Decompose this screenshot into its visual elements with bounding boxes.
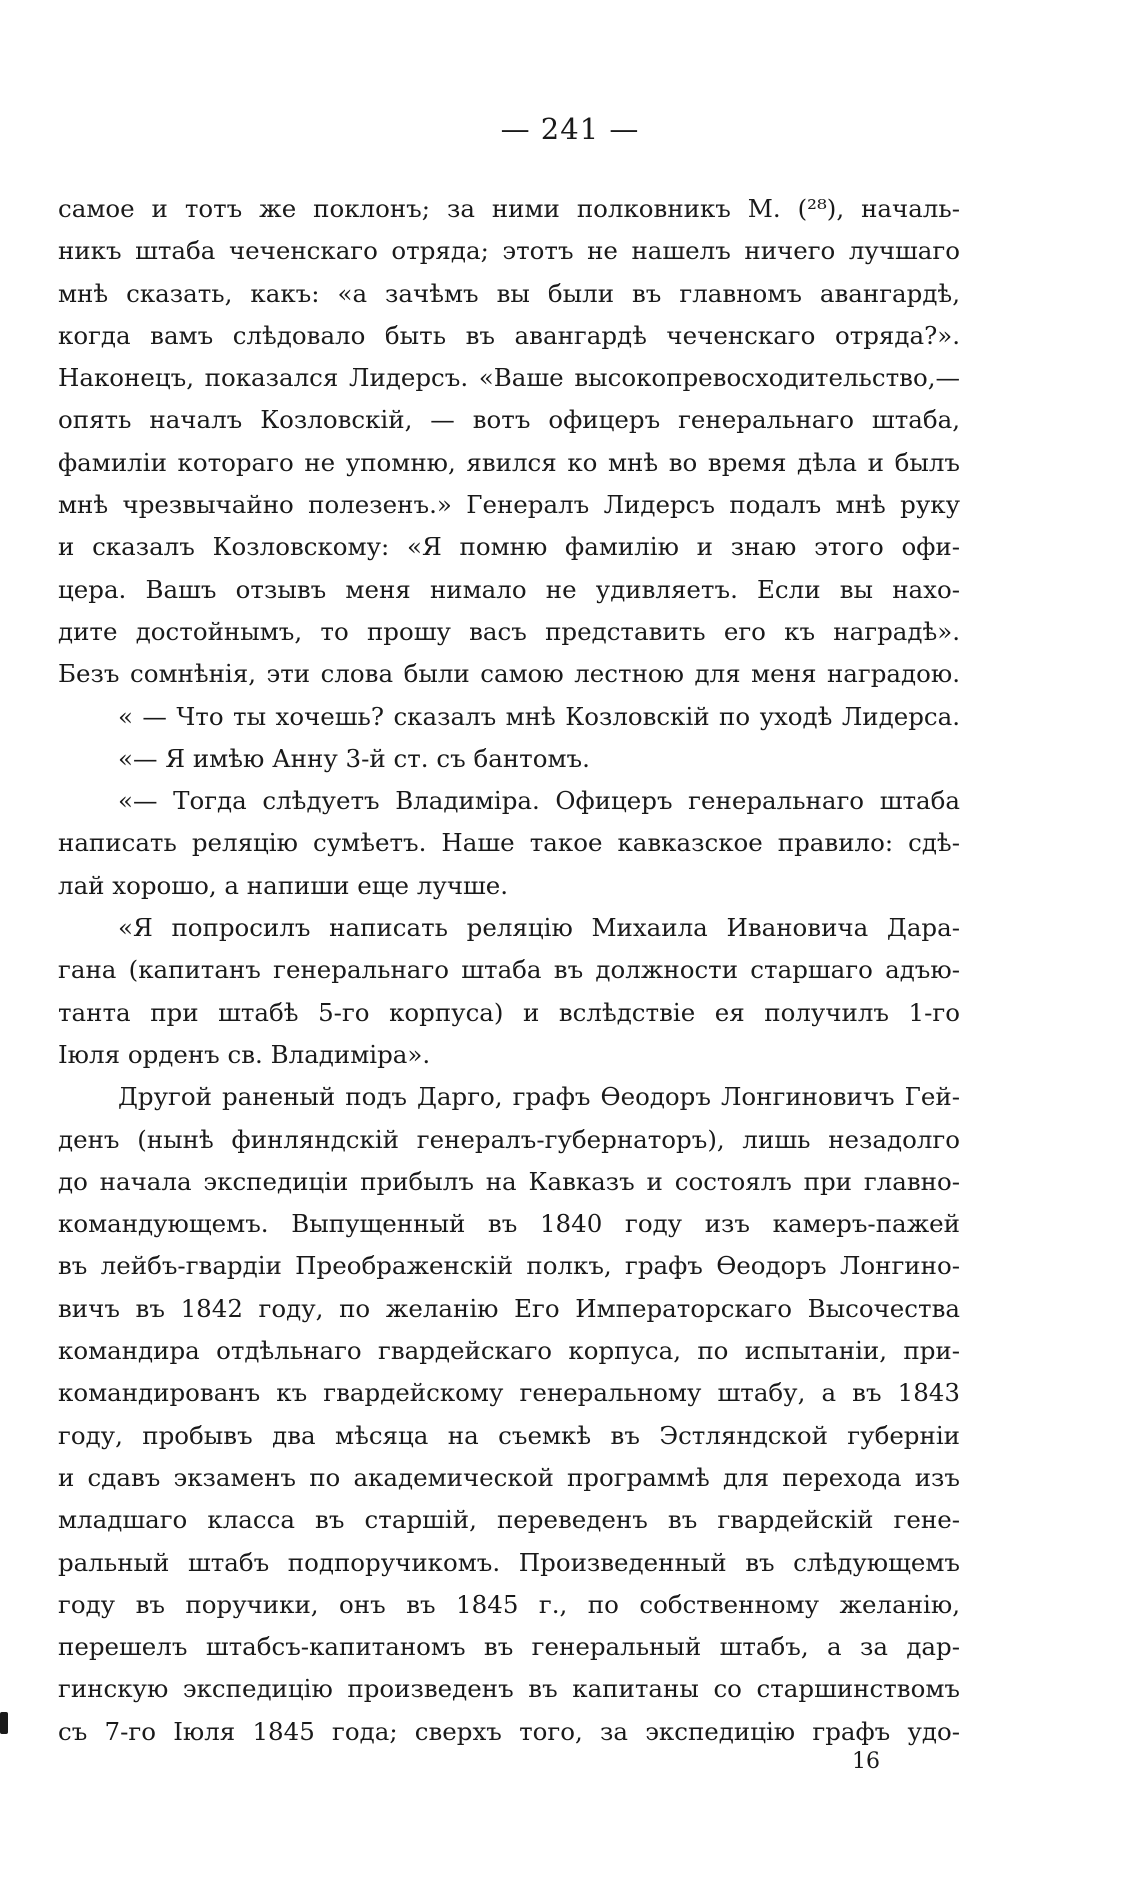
text-line: году въ поручики, онъ въ 1845 г., по собственному желанію, [58, 1589, 960, 1619]
text-line: мнѣ чрезвычайно полезенъ.» Генералъ Лидерсъ подалъ мнѣ руку [58, 490, 960, 520]
text-line: гана (капитанъ генеральнаго штаба въ должности старшаго адъю- [58, 955, 960, 985]
page-number: — 241 — [500, 112, 640, 146]
text-line: фамиліи котораго не упомню, явился ко мнѣ во время дѣла и былъ [58, 447, 960, 477]
text-line: Безъ сомнѣнія, эти слова были самою лестною для меня наградою. [58, 659, 960, 689]
text-line: никъ штаба чеченскаго отряда; этотъ не нашелъ ничего лучшаго [58, 236, 960, 266]
text-line: лай хорошо, а напиши еще лучше. [58, 870, 509, 900]
text-line: гинскую экспедицію произведенъ въ капитаны со старшинствомъ [58, 1674, 960, 1704]
text-line: танта при штабѣ 5-го корпуса) и вслѣдствіе ея получилъ 1-го [58, 997, 960, 1027]
margin-ink-mark [0, 1712, 8, 1734]
text-line: и сказалъ Козловскому: «Я помню фамилію и знаю этого офи- [58, 532, 960, 562]
text-line: дите достойнымъ, то прошу васъ представить его къ наградѣ». [58, 616, 960, 646]
text-line: въ лейбъ-гвардіи Преображенскій полкъ, графъ Ѳеодоръ Лонгино- [58, 1251, 960, 1281]
text-line: и сдавъ экзаменъ по академической программѣ для перехода изъ [58, 1462, 960, 1492]
text-line: самое и тотъ же поклонъ; за ними полковникъ М. (²⁸), началь- [58, 194, 960, 223]
body-text [58, 188, 960, 1753]
text-line: цера. Вашъ отзывъ меня нимало не удивляетъ. Если вы нахо- [58, 574, 960, 604]
text-line: младшаго класса въ старшій, переведенъ въ гвардейскій гене- [58, 1505, 960, 1535]
text-line: до начала экспедиціи прибылъ на Кавказъ и состоялъ при главно- [58, 1166, 960, 1196]
text-line: Іюля орденъ св. Владиміра». [58, 1039, 431, 1069]
text-line: когда вамъ слѣдовало быть въ авангардѣ чеченскаго отряда?». [58, 320, 960, 350]
text-line: « — Что ты хочешь? сказалъ мнѣ Козловскій по уходѣ Лидерса. [118, 701, 960, 731]
text-line: «— Тогда слѣдуетъ Владиміра. Офицеръ генеральнаго штаба [118, 786, 960, 816]
text-line: командира отдѣльнаго гвардейскаго корпуса, по испытаніи, при- [58, 1336, 960, 1366]
text-line: вичъ въ 1842 году, по желанію Его Императорскаго Высочества [58, 1293, 960, 1323]
text-line: «Я попросилъ написать реляцію Михаила Ивановича Дара- [118, 913, 960, 943]
text-line: «— Я имѣю Анну 3-й ст. съ бантомъ. [118, 743, 590, 773]
text-line: денъ (нынѣ финляндскій генералъ-губернаторъ), лишь незадолго [58, 1124, 960, 1154]
text-line: написать реляцію сумѣетъ. Наше такое кавказское правило: сдѣ- [58, 828, 960, 858]
text-line: съ 7-го Іюля 1845 года; сверхъ того, за экспедицію графъ удо- [58, 1716, 960, 1746]
text-line: году, пробывъ два мѣсяца на съемкѣ въ Эстляндской губерніи [58, 1420, 960, 1450]
text-line: опять началъ Козловскій, — вотъ офицеръ генеральнаго штаба, [58, 405, 960, 435]
text-line: перешелъ штабсъ-капитаномъ въ генеральный штабъ, а за дар- [58, 1632, 960, 1662]
signature-mark: 16 [852, 1749, 880, 1774]
text-line: мнѣ сказать, какъ: «а зачѣмъ вы были въ главномъ авангардѣ, [58, 278, 960, 308]
text-line: командированъ къ гвардейскому генеральному штабу, а въ 1843 [58, 1378, 960, 1408]
text-line: ральный штабъ подпоручикомъ. Произведенный въ слѣдующемъ [58, 1547, 960, 1577]
text-line: командующемъ. Выпущенный въ 1840 году изъ камеръ-пажей [58, 1209, 960, 1239]
text-line: Другой раненый подъ Дарго, графъ Ѳеодоръ Лонгиновичъ Гей- [118, 1082, 960, 1112]
text-line: Наконецъ, показался Лидерсъ. «Ваше высокопревосходительство,— [58, 363, 960, 393]
